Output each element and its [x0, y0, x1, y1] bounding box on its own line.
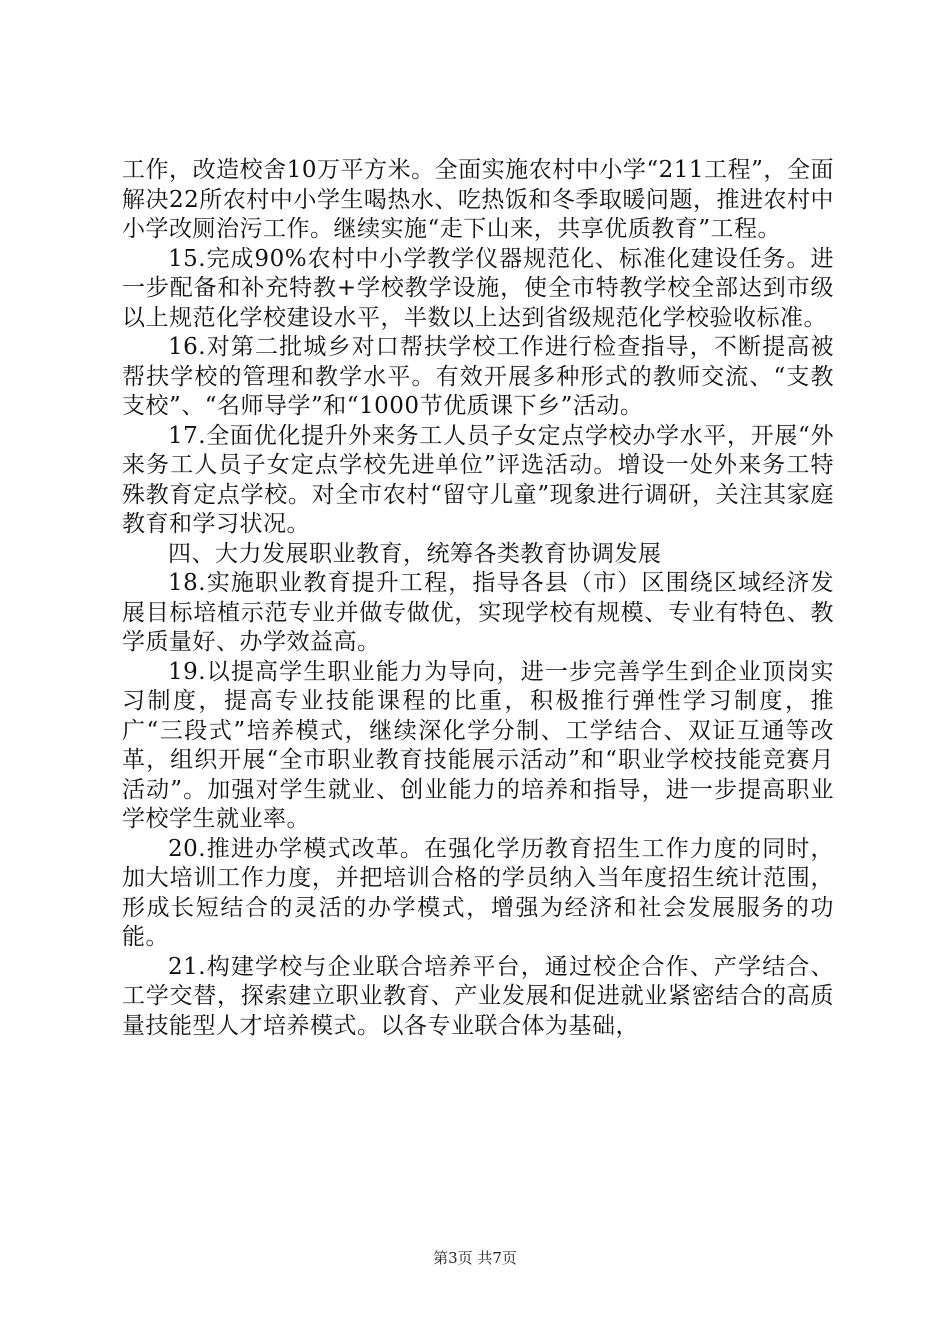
paragraph-item-15: 15.完成90%农村中小学教学仪器规范化、标准化建设任务。进一步配备和补充特教+学校教学设施，使全市特教学校全部达到市级以上规范化学校建设水平，半数以上达到省级规范化学校验收标准。 [122, 245, 834, 331]
document-body [122, 156, 834, 1041]
paragraph-continuation: 工作，改造校舍10万平方米。全面实施农村中小学“211工程”，全面解决22所农村中小学生喝热水、吃热饭和冬季取暖问题，推进农村中小学改厕治污工作。继续实施“走下山来，共享优质教育”工程。 [122, 157, 834, 242]
paragraph-item-21: 21.构建学校与企业联合培养平台，通过校企合作、产学结合、工学交替，探索建立职业教育、产业发展和促进就业紧密结合的高质量技能型人才培养模式。以各专业联合体为基础， [122, 953, 834, 1039]
paragraph-item-17: 17.全面优化提升外来务工人员子女定点学校办学水平，开展“外来务工人员子女定点学校先进单位”评选活动。增设一处外来务工特殊教育定点学校。对全市农村“留守儿童”现象进行调研，关注其家庭教育和学习状况。 [122, 422, 834, 537]
paragraph-item-20: 20.推进办学模式改革。在强化学历教育招生工作力度的同时，加大培训工作力度，并把培训合格的学员纳入当年度招生统计范围，形成长短结合的灵活的办学模式，增强为经济和社会发展服务的功能。 [122, 835, 834, 950]
paragraph-item-18: 18.实施职业教育提升工程，指导各县（市）区围绕区域经济发展目标培植示范专业并做专做优，实现学校有规模、专业有特色、教学质量好、办学效益高。 [122, 570, 834, 655]
section-heading-4: 四、大力发展职业教育，统筹各类教育协调发展 [168, 540, 662, 567]
paragraph-item-19: 19.以提高学生职业能力为导向，进一步完善学生到企业顶岗实习制度，提高专业技能课程的比重，积极推行弹性学习制度，推广“三段式”培养模式，继续深化学分制、工学结合、双证互通等改革，组织开展“全市职业教育技能展示活动”和“职业学校技能竞赛月活动”。加强对学生就业、创业能力的培养和指导，进一步提高职业学校学生就业率。 [122, 658, 834, 832]
paragraph-item-16: 16.对第二批城乡对口帮扶学校工作进行检查指导，不断提高被帮扶学校的管理和教学水平。有效开展多种形式的教师交流、“支教支校”、“名师导学”和“1000节优质课下乡”活动。 [122, 334, 834, 419]
page-footer: 第3页 共7页 [433, 1249, 517, 1267]
